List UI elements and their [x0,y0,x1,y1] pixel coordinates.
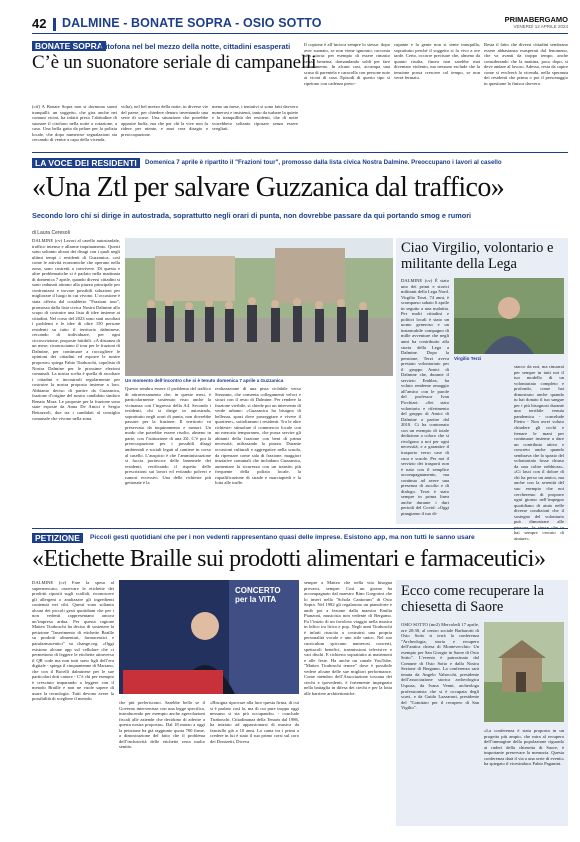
article-column: cupante e la gente non si sente tranquilla, soprattutto perché il soggetto si fa vivo a ore tarde. Certo, occorre precisare che, almeno da quanto risulta, finora non sarebbe mai diventato violento, ma nessuno esclude che la tensione possa crescere col tempo, se non verrà fermato. [394,42,480,81]
article-headline: C’è un suonatore seriale di campanelli [32,52,317,73]
article-column: OSIO SOTTO (mr2) Mercoledì 17 aprile, ore 20:30, al centro sociale Barbarotti di Osio Sotto si terrà la conferenza "Archeologia, storia e recupero dell’antica chiesa di Montevecchio: Un esempio per San Giorgio in Saore di Osio Sotto". L’evento è patrocinato dal Comune di Osio Sotto e dalla Nostra Sezione di Bergamo. La conferenza sarà tenuta da Angelo Valsecchi, presidente dell’associazione storica archeologica Uspusa, da Ivana Venni, archeologa professionista che si è occupata degli scavi, e da Guido Lazzaroni, presidente del "Comitato per il recupero di San Vigilio". [401,622,479,711]
brand-logo: PRIMABERGAMO [504,15,568,24]
article-braille [32,532,568,828]
article-headline: «Una Ztl per salvare Guzzanica dal traffico» [32,172,505,203]
article-column: realizzazione di una pista ciclabile verso Stezzano, che consenta collegamenti veloci e sicuri con il resto di Dalmine. Per rendere la frazione vivibile, si chiede poi un intervento di verde urbano: «Guzzanica ha bisogno di bellezza, spazi dove passeggiare e vivere il quartiere», sottolineano i residenti. Tra le altre richieste: stimolare il commercio locale con un mercato temporaneo, che possa servire gli abitanti della frazione con beni di prima necessità, utilizzando la piazza. Durante occasioni culturali e aggregative nella scuola, da ripensare come sala di frazione, maggiori iniziative comunali che includano Guzzanica, aumentare la sicurezza con un transito più frequente della polizia locale, la riqualificazione di strade e marciapiedi e la lotta alle truffe. [215,386,301,486]
page-header [32,14,568,34]
article-headline: Ciao Virgilio, volontario e militante della Lega [401,240,554,272]
meeting-photo [125,238,393,376]
article-column: Resta il fatto che diversi cittadini sembrano essere abbastanza esasperati dal fenomeno, che va avanti da troppo tempo, anche considerando che la mattina, poco dopo, si deve andare al lavoro. Adesso, resta da capire come si evolverà la vicenda, nella speranza dei residenti che prima o poi il personaggio in questione la finisca davvero. [484,42,568,86]
section-divider [32,528,568,529]
article-summary: Piccoli gesti quotidiani che per i non vedenti rappresentano quasi delle imprese. Esistono app, ma non tutti le sanno usare [90,534,475,541]
article-column: Il copione è all’incirca sempre lo stesso: dopo aver suonato, se non viene ignorato, racconta una storia: per esempio di essere rimasto senza benzina, domandando soldi per fare rifornimento. In alcuni casi, accampa una scusa di parentela e caracolla con persone note ai vicini di casa. Episodi di questo tipo si ripetono con cadenza preoc- [304,42,390,86]
section-title: DALMINE - BONATE SOPRA - OSIO SOTTO [62,16,322,30]
article-column: Questo sembra essere il problema del traffico di attraversamento che, in queste mesi, è particolarmente sostenuto visto anche la vicinanza con l’ingresso della A4. Secondo i residenti, chi si dirige in autostrada, soprattutto negli orari di punta, non dovrebbe passare per la frazione. Il territorio va preservato da inquinamento e rumori. Un modo che potrebbe essere risolto, almeno in parte, con l’istituzione di una Ztl. C’è poi la preoccupazione per i possibili disagi ambientali e sociali legati al cantiere in corso al casello. L’auspicio è che l’amministrazione si faccia portavoce delle lamentele dei residenti, verificando il rispetto delle prescrizioni sui lavori ed evitando polveri e rumori eccessivi. Una delle richieste più gettonate è la [125,386,211,486]
church-photo [484,622,564,722]
photo-caption: Virgilio Terzi [454,356,482,361]
header-rule [32,33,568,34]
concert-photo [119,580,299,694]
article-summary: Domenica 7 aprile è ripartito il "Frazioni tour", promosso dalla lista civica Nostra Dalmine. Preoccupano i lavori al casello [145,159,502,166]
portrait-image [454,278,564,354]
meeting-photo-image [125,238,393,376]
article-sidebar-text: «Bisogna riprovare alla luce questa firma, di cui si è parlato così la, ma di cui pure troppo oggi nessuno si sta più occupando» - conclude Tiraboschi. Cittadinanza della Tenaris dal 1986, ha iniziato ad appassionarsi di musica da fanciullo già a 10 anni. La canta tra i primi a credere in lui è stato il suo primo corsi sul coro dei Donizetti, Diceva [210,700,299,744]
sidebar-box [396,238,568,541]
article-summary: Citofona nel bel mezzo della notte, cittadini esasperati [100,42,291,51]
article-kicker: LA VOCE DEI RESIDENTI [32,158,140,168]
article-byline: di Laura Ceresoli [32,230,70,236]
article-headline: Ecco come recuperare la chiesetta di Saore [401,583,544,615]
article-column: meno un mese, i tentativi si sono fatti davvero numerosi e insistenti, tanto da turbare la quiete e la tranquillità dei residenti, che di notte vorrebbero soltanto riposare senza essere svegliati. [212,104,298,132]
article-column: sempre a Matteo che nella vita bisogna provarci, sempre. Così un giorno ha accompagnato dal maestro Rino Gregorini che lo inserì nella "Schola Cantorum" di Osio Sopra. Nel 1982 gli regalarono un pianoforte e andò poi a lezione dalla maestra Emilia Pianzoni, musicista non vedente di Bergamo. Fu l’inizio di un favoloso viaggio nella musica in bilico tra lirica e pop. Negli anni Tiraboschi è infatti riuscito a costruirsi una propria personalità vocale e uno stile unico. Nel suo curriculum spiccano numerosi concerti, spettacoli benefici, trasmissioni televisive e vari dischi. E richiesto soprattutto ai matrimoni e alle feste. Ha anche un canale YouTube, "Matteo Tiraboschi tenore" dove è possibile vedere alcune delle sue migliori performance. Come membro dell’Associazione toscana dei ciechi e ipovedenti, è fortemente impegnato nella battaglia in difesa dei ciechi e per la lotta alle barriere architettoniche. [304,580,392,696]
article-column: DALMINE (cv) Fare la spesa al supermercato, osservare le etichette dei prodotti ripostii sugli scaffali, riconoscere gli allergeni o analizzare gli ingredienti contenuti nei cibi. Questi sono soltanto alcuni dei piccoli gesti quotidiani che per i non vedenti rappresentano ancora un’impresa ardua. Per questa ragione Matteo Tiraboschi ha deciso di sostenere la petizione "Inserimento di etichette Braille su prodotti alimentari, farmaceutici e parafarmaceutici" su change.org. «Oggi esistono alcune app sul cellulare che ci permettono di leggere le etichette attraverso il QR code ma non tutti sono figli dell’era digitale - spiega il cinquantenne di Mariano, che con il Bocelli dalminese per le sue particolari doti canore - C’è chi per esempio è cresciuto imparando a leggere con il metodo Braille e non ne vuole sapere di usare la tecnologia. Tutti devono avere la possibilità di scegliere il metodo [32,580,114,702]
church-image [484,622,564,722]
section-bar [53,18,56,31]
issue-date: VENERDÌ 12 APRILE 2024 [513,24,568,29]
sidebar-box [396,580,568,826]
article-subheadline: Secondo loro chi si dirige in autostrada, soprattutto negli orari di punta, non dovrebbe passare da qui portando smog e rumori [32,211,472,220]
portrait-photo [454,278,564,354]
poster-text: CONCERTO per la VITA [235,586,281,604]
article-column: «La conferenza è stata proposta in un progetto più ampio, che mira al recupero dell’immagine della popolazione riguardo ai ruderi della chiesetta di Saore, è importante preservare la memoria. Questa conferenza darà il via a una serie di eventi» ha spiegato il vicesindaco Fabio Paganini. [484,728,564,767]
article-column: (ctf) A Bonate Sopra non si dormono sonni tranquilli: un soggetto, che gira anche nei comuni vicini, ha infatti preso l’abitudine di suonare il citofono nella notte a rotazione, a caso. Una bella gatta da pelare per la polizia locale, che dopo numerose segnalazioni sta cercando di venire a capo della vicenda. [32,104,117,143]
article-column: volta), nel bel mezzo della notte, in diverse vie del paese, per chiedere denaro inventando una serie di scuse. Una situazione che potrebbe apparire buffa, ma che per chi la vive non fa ridere per niente, e anzi crea disagio e preoccupazione. [121,104,208,137]
article-kicker: PETIZIONE [32,533,83,543]
article-kicker: BONATE SOPRA [32,41,106,51]
photo-caption: Un momento dell’incontro che si è tenuto domenica 7 aprile a Guzzanica [125,378,284,383]
page-number: 42 [32,16,47,31]
section-divider [32,152,568,153]
article-bonate [32,38,568,150]
article-headline: «Etichette Braille sui prodotti alimentari e farmaceutici» [32,546,546,572]
article-column: che più preferiscono. Sarebbe bello se il Governo intervenisse con una legge specifica, introducendo per esempio anche agevolazioni fiscali alle aziende che decidono di aderire a questa nostra proposta». Dal 18 marzo a oggi la petizione ha già raggiunto quota 700 firme, a dimostrazione del fatto che il problema dell’inclusività delle etichette resta molto sentito. [119,700,205,750]
article-column: DALMINE (cv) È stato uno dei primi e storici militanti della Lega Nord. Virgilio Terzi, 74 anni, è scomparso sabato 6 aprile in seguito a una malattia. Per molti cittadini e politici locali è stato un uomo generoso e un instancabile compagno di mille avventure che negli anni ha contribuito alla storia della Lega a Dalmine. Dopo la pensione, Terzi aveva prestato volontariato per il gruppo Amici di Dalmine che, durante il servizio Emblea, ha voluto renderne omaggio all’amico con le parole del professor Ivan Picchiari: «Sei stato volontario e riferimento del gruppo di Amici di Dalmine a partire dal 2010. Ci ha contornato con un esempio di totale dedizione a coloro che si rivolgono a noi per ogni necessità, e a garantire il trasporto verso case di cura e scuole. Per noi il servizio dei trasporti non è nato con il semplice accompagnamento, ma continua ad avere una presenza di ascolto e di dialogo. Terzi è stato sempre in prima linea anche durante i duri periodi del Covid: «Oggi piangiamo il tuo di- [401,278,449,516]
article-column: DALMINE (cv) Lavori al casello autostradale, traffico intenso e allarme inquinamento. Questi sono soltanto alcuni dei disagi con i quali negli ultimi tempi i residenti di Guzzanica, così come le attività economiche che operano nella zona, sono costretti a convivere. Di questa e altre problematiche si è parlato nella mattinata di domenica 7 aprile, quando diversi cittadini si sono radunati attorno alla piazza principale per confrontarsi e trovare possibili soluzioni per migliorare il luogo in cui vivono. L’occasione è stata offerta dal cosiddetto "Frazioni tour", promosso dalla lista civica Nostra Dalmine allo scopo di costruire una lista di idee insieme ai cittadini. Nel corso del 2023 sono stati ascoltati i problemi e le idee di oltre 150 persone residenti su tutto il territorio dalminese, cercando di individuare, per ogni circoscrizione, proposte fattibili. «A distanza di un mese, riconosciamo il tour per le frazioni di Dalmine, per continuare a raccogliere le opinioni dei cittadini ed esporre le nostre proposte» spiega Fabio Tiraboschi, capolista di Nostra Dalmine per le prossime elezioni comunali. La nostra scelta è quella di ascoltare i cittadini e incontrarli regolarmente per costruire la nostra proposta insieme a loro. Abbiamo deciso di partire da Guzzanica, frazione d’origine del nostro candidato sindaco Renato Mora. Le proposte per la frazione sono state esposte da Anna De Amici e Sergio Bettazzoli, due tra i candidati al consiglio comunale che vivono nella zona. [32,238,120,421]
article-column: stacco da noi, ma rimarrai per sempre in tutti noi il tuo modello di un volontariato completo e profondo, come hai dimostrato anche quando tu hai donato il tuo sangue per i più bisognosi durante una terribile venuta pandemica - concelude Pietro - Non avrei voluto chiudere gli occhi e frenare le mani per continuare insieme a dare un contributo attivo e concreto anche quando sembrava che lo spazio del volontariato fosse chiuso da una coltre nebbiosa». «Ci lasci con il dolore di chi ha perso un amico, ma anche con la serenità del suo esempio che noi cercheremo di proporre ogni giorno nell’impegno quotidiano di aiuto nelle diverse condizioni che il sostegno del volontario può dimostrare alle hai sempre cercato di aiutare». [514,364,564,541]
